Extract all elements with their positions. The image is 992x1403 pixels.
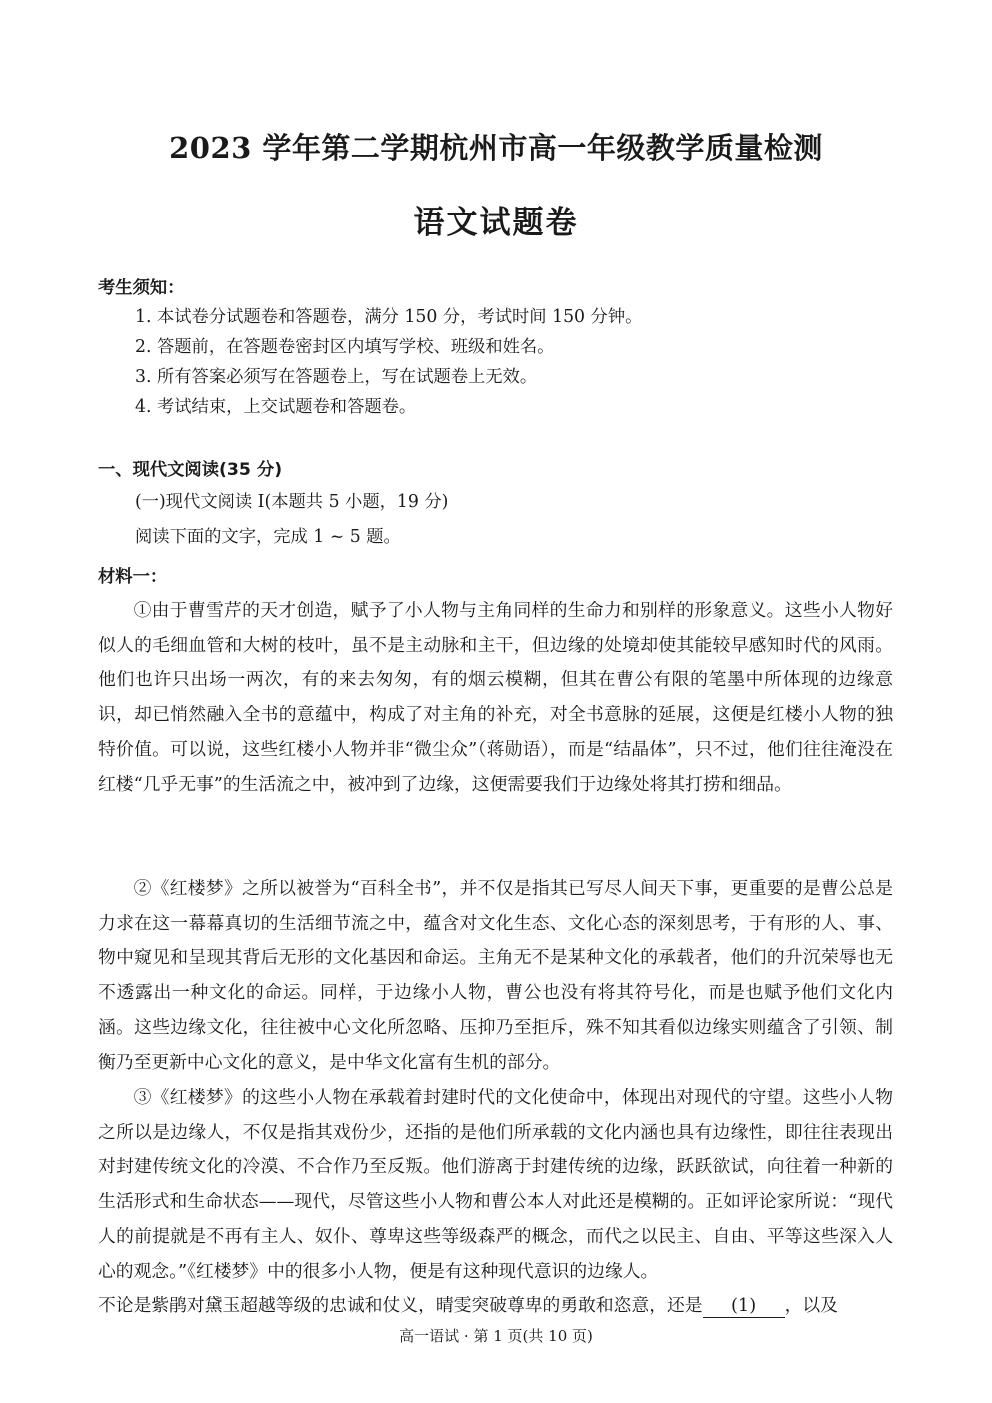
reading-instruction: 阅读下面的文字，完成 1 ~ 5 题。 — [135, 527, 401, 547]
section-heading: 一、现代文阅读(35 分) — [98, 460, 283, 480]
page-footer: 高一语试 · 第 1 页(共 10 页) — [399, 1327, 593, 1345]
paper-subject-title: 语文试题卷 — [413, 205, 579, 241]
notice-item-2: 2. 答题前，在答题卷密封区内填写学校、班级和姓名。 — [135, 337, 555, 357]
notice-item-3: 3. 所有答案必须写在答题卷上，写在试题卷上无效。 — [135, 367, 538, 387]
paragraph-3: ③《红楼梦》的这些小人物在承载着封建时代的文化使命中，体现出对现代的守望。这些小人物之所以是边缘人，不仅是指其戏份少，还指的是他们所承载的文化内涵也具有边缘性，即往往表现出对封建传统文化的冷漠、不合作乃至反叛。他们游离于封建传统的边缘，跃跃欲试，向往着一种新的生活形式和生命状态——现代，尽管这些小人物和曹公本人对此还是模糊的。正如评论家所说：“现代人的前提就是不再有主人、奴仆、尊卑这些等级森严的概念，而代之以民主、自由、平等这些深入人心的观念。”《红楼梦》中的很多小人物，便是有这种现代意识的边缘人。 — [98, 1087, 893, 1282]
paragraph-2: ②《红楼梦》之所以被誉为“百科全书”，并不仅是指其已写尽人间天下事，更重要的是曹公总是力求在这一幕幕真切的生活细节流之中，蕴含对文化生态、文化心态的深刻思考，于有形的人、事、物中窥见和呈现其背后无形的文化基因和命运。主角无不是某种文化的承载者，他们的升沉荣辱也无不透露出一种文化的命运。同样，于边缘小人物，曹公也没有将其符号化，而是也赋予他们文化内涵。这些边缘文化，往往被中心文化所忽略、压抑乃至拒斥，殊不知其看似边缘实则蕴含了引领、制衡乃至更新中心文化的意义，是中华文化富有生机的部分。 — [98, 878, 893, 1073]
notice-item-1: 1. 本试卷分试题卷和答题卷，满分 150 分，考试时间 150 分钟。 — [135, 307, 643, 327]
answer-blank-1: (1) — [703, 1295, 785, 1318]
paragraph-1: ①由于曹雪芹的天才创造，赋予了小人物与主角同样的生命力和别样的形象意义。这些小人物好似人的毛细血管和大树的枝叶，虽不是主动脉和主干，但边缘的处境却使其能较早感知时代的风雨。他们也许只出场一两次，有的来去匆匆，有的烟云模糊，但其在曹公有限的笔墨中所体现的边缘意识，却已悄然融入全书的意蕴中，构成了对主角的补充，对全书意脉的延展，这便是红楼小人物的独特价值。可以说，这些红楼小人物并非“微尘众”（蒋勋语），而是“结晶体”，只不过，他们往往淹没在红楼“几乎无事”的生活流之中，被冲到了边缘，这便需要我们于边缘处将其打捞和细品。 — [98, 600, 893, 795]
subsection-heading: (一)现代文阅读 Ⅰ(本题共 5 小题，19 分) — [135, 492, 449, 512]
notice-heading: 考生须知： — [98, 278, 185, 298]
notice-item-4: 4. 考试结束，上交试题卷和答题卷。 — [135, 397, 417, 417]
continuation-text-end: ，以及 — [784, 1295, 838, 1316]
material-label: 材料一： — [98, 567, 168, 587]
continuation-text-start: 不论是紫鹃对黛玉超越等级的忠诚和仗义，晴雯突破尊卑的勇敢和恣意，还是 — [98, 1295, 703, 1316]
exam-title: 2023 学年第二学期杭州市高一年级教学质量检测 — [169, 131, 823, 165]
paragraph-3-continuation — [98, 1289, 893, 1324]
